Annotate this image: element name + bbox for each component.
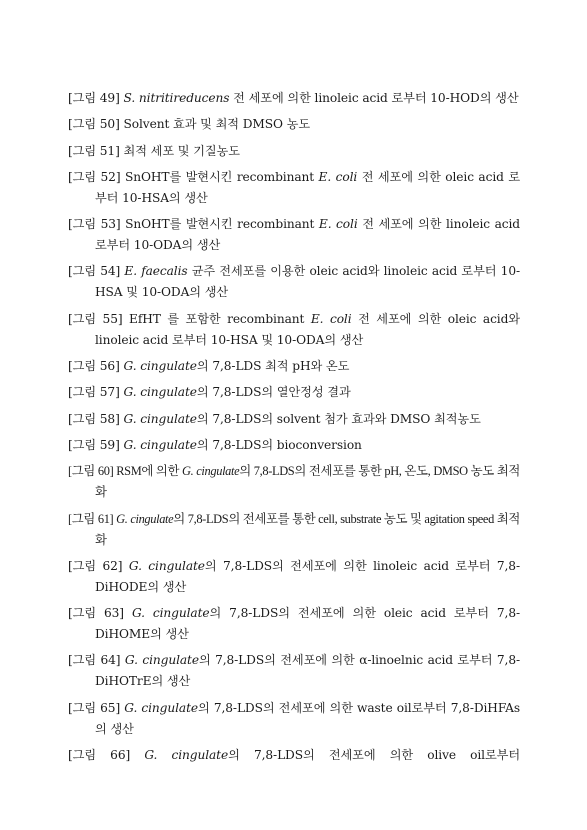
figure-caption-text: 의 7,8-LDS의 전세포를 통한 cell, substrate 농도 및 agitation speed 최적화 bbox=[95, 511, 520, 547]
figure-list-item bbox=[68, 435, 520, 456]
species-name: G. cingulate bbox=[182, 464, 240, 479]
figure-label: [그림 51] bbox=[68, 143, 120, 158]
species-name: E. coli bbox=[310, 311, 352, 326]
figure-label: [그림 55] bbox=[68, 311, 123, 326]
figure-label: [그림 53] bbox=[68, 217, 121, 232]
species-name: E. faecalis bbox=[124, 264, 188, 279]
species-name: G. cingulate bbox=[116, 511, 174, 526]
figure-label: [그림 63] bbox=[68, 606, 124, 621]
species-name: G. cingulate bbox=[124, 653, 199, 668]
figure-caption-text bbox=[124, 606, 132, 620]
figure-list-item bbox=[68, 556, 520, 598]
figure-caption-text: 최적 세포 및 기질농도 bbox=[119, 143, 240, 158]
figure-list-item bbox=[68, 88, 520, 109]
figure-list-item bbox=[68, 409, 520, 430]
figure-label: [그림 57] bbox=[68, 385, 120, 400]
species-name: G. cingulate bbox=[131, 606, 210, 621]
figure-label: [그림 52] bbox=[68, 169, 121, 184]
list-of-figures bbox=[68, 88, 520, 771]
species-name: G. cingulate bbox=[123, 437, 197, 452]
figure-label: [그림 61] bbox=[68, 511, 114, 526]
species-name: G. cingulate bbox=[128, 558, 205, 573]
figure-caption-text: 전 세포에 의한 oleic acid와 linoleic acid 로부터 10-HSA 및 10-ODA의 생산 bbox=[95, 311, 520, 347]
figure-caption-text: 의 7,8-LDS의 bioconversion bbox=[196, 437, 362, 452]
figure-caption-text: EfHT 를 포함한 recombinant bbox=[122, 311, 311, 326]
figure-label: [그림 60] bbox=[68, 464, 114, 479]
figure-caption-text: 의 7,8-LDS의 전세포에 의한 waste oil로부터 7,8-DiHFAs의 생산 bbox=[95, 700, 520, 736]
figure-list-item bbox=[68, 603, 520, 645]
figure-list-item bbox=[68, 167, 520, 209]
figure-label: [그림 62] bbox=[68, 558, 123, 573]
figure-caption-text bbox=[130, 748, 144, 762]
species-name: E. coli bbox=[318, 217, 358, 232]
figure-list-item bbox=[68, 261, 520, 303]
figure-caption-text: 전 세포에 의한 oleic acid 로부터 10-HSA의 생산 bbox=[95, 169, 520, 205]
figure-list-item bbox=[68, 509, 520, 551]
species-name: G. cingulate bbox=[124, 700, 199, 715]
species-name: G. cingulate bbox=[123, 359, 197, 374]
figure-caption-text: 의 7,8-LDS의 전세포에 의한 olive oil로부터 bbox=[228, 748, 520, 763]
figure-caption-text: 의 7,8-LDS의 solvent 첨가 효과와 DMSO 최적농도 bbox=[196, 411, 481, 426]
species-name: G. cingulate bbox=[123, 411, 197, 426]
figure-label: [그림 64] bbox=[68, 653, 121, 668]
species-name: S. nitritireducens bbox=[123, 91, 230, 105]
figure-list-item bbox=[68, 698, 520, 740]
figure-list-item bbox=[68, 114, 520, 135]
figure-caption-text: 의 7,8-LDS의 전세포에 의한 α-linoelnic acid 로부터 7,8-DiHOTrE의 생산 bbox=[95, 653, 520, 689]
figure-list-item bbox=[68, 382, 520, 403]
figure-list-item bbox=[68, 356, 520, 377]
figure-list-item bbox=[68, 309, 520, 351]
figure-caption-text: SnOHT를 발현시킨 recombinant bbox=[120, 217, 319, 232]
figure-label: [그림 50] bbox=[68, 117, 120, 132]
figure-caption-text: 균주 전세포를 이용한 oleic acid와 linoleic acid 로부터 10-HSA 및 10-ODA의 생산 bbox=[95, 264, 520, 300]
figure-list-item bbox=[68, 461, 520, 503]
figure-caption-text: 의 7,8-LDS의 전세포에 의한 oleic acid 로부터 7,8-DiHOME의 생산 bbox=[95, 606, 520, 642]
figure-caption-text: 의 7,8-LDS의 전세포를 통한 pH, 온도, DMSO 농도 최적화 bbox=[95, 464, 520, 500]
figure-label: [그림 65] bbox=[68, 700, 121, 715]
figure-caption-text: 의 7,8-LDS 최적 pH와 온도 bbox=[196, 359, 350, 374]
figure-caption-text: 전 세포에 의한 linoleic acid 로부터 10-HOD의 생산 bbox=[229, 91, 519, 105]
figure-label: [그림 58] bbox=[68, 411, 120, 426]
figure-label: [그림 56] bbox=[68, 359, 120, 374]
figure-list-item bbox=[68, 141, 520, 162]
species-name: E. coli bbox=[318, 169, 358, 184]
species-name: G. cingulate bbox=[144, 748, 229, 763]
figure-list-item bbox=[68, 745, 520, 766]
figure-caption-text: 의 7,8-LDS의 열안정성 결과 bbox=[196, 385, 351, 400]
figure-list-item bbox=[68, 214, 520, 256]
species-name: G. cingulate bbox=[123, 385, 197, 400]
figure-label: [그림 54] bbox=[68, 264, 121, 279]
figure-caption-text: RSM에 의한 bbox=[113, 464, 183, 479]
figure-label: [그림 59] bbox=[68, 437, 120, 452]
figure-caption-text: 전 세포에 의한 linoleic acid 로부터 10-ODA의 생산 bbox=[95, 217, 520, 253]
figure-label: [그림 66] bbox=[68, 748, 131, 763]
figure-caption-text: Solvent 효과 및 최적 DMSO 농도 bbox=[119, 117, 311, 132]
figure-caption-text: 의 7,8-LDS의 전세포에 의한 linoleic acid 로부터 7,8-DiHODE의 생산 bbox=[95, 558, 520, 594]
figure-list-item bbox=[68, 650, 520, 692]
figure-caption-text: SnOHT를 발현시킨 recombinant bbox=[120, 169, 319, 184]
figure-label: [그림 49] bbox=[68, 91, 120, 105]
